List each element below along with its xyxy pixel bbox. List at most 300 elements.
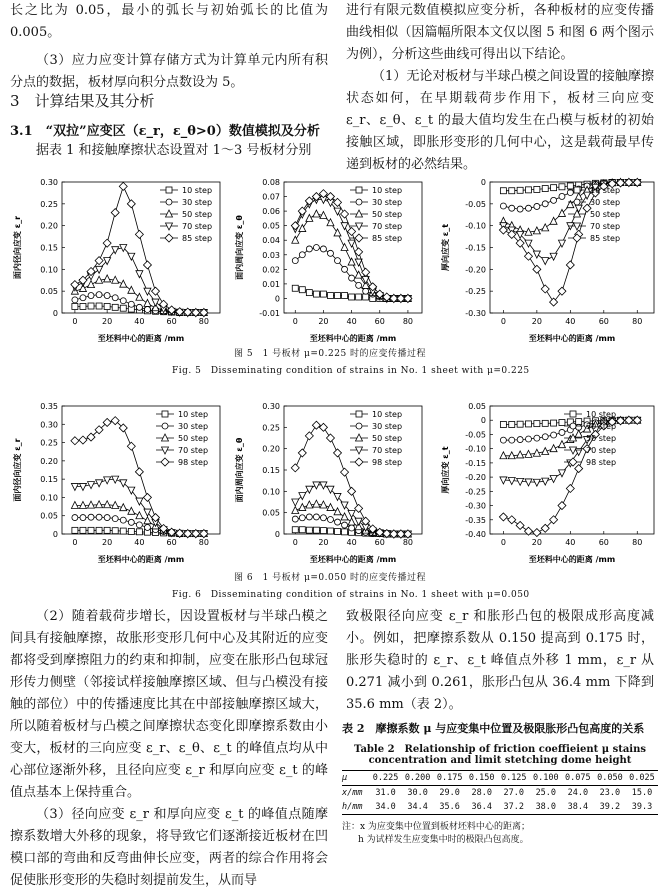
- square-marker: [136, 529, 142, 535]
- square-marker: [128, 528, 134, 534]
- x-tick-label: 40: [346, 317, 357, 326]
- table-cell: 35.6: [439, 802, 460, 812]
- diamond-marker: [95, 257, 103, 265]
- triangle-up-marker: [166, 210, 173, 217]
- triangle-up-marker: [136, 512, 143, 519]
- triangle-up-marker: [341, 244, 348, 251]
- diamond-marker: [298, 207, 306, 215]
- table-2: [342, 720, 658, 845]
- diamond-marker: [161, 458, 169, 466]
- circle-marker: [327, 516, 333, 522]
- square-marker: [525, 421, 531, 427]
- x-tick-label: 40: [134, 538, 145, 547]
- x-tick-label: 80: [402, 317, 414, 326]
- y-tick-label: 0.25: [40, 199, 58, 209]
- legend-label: 70 step: [178, 446, 209, 455]
- x-tick-label: 0: [72, 538, 78, 547]
- square-marker: [542, 420, 548, 426]
- square-marker: [292, 285, 298, 291]
- square-marker: [166, 187, 172, 193]
- circle-marker: [96, 292, 102, 298]
- row-head: x/mm: [342, 788, 363, 798]
- subsection-paragraph: 据表 1 和接触摩擦状态设置对 1～3 号板材分别: [36, 143, 312, 158]
- circle-marker: [88, 293, 94, 299]
- table-cell: 30.0: [407, 788, 428, 798]
- triangle-down-marker: [320, 482, 327, 489]
- square-marker: [335, 293, 341, 299]
- diamond-marker: [355, 234, 363, 242]
- x-tick-label: 80: [198, 538, 209, 547]
- diamond-marker: [566, 484, 574, 492]
- circle-marker: [112, 516, 118, 522]
- triangle-down-marker: [533, 479, 540, 486]
- y-tick-label: 0.05: [40, 287, 58, 297]
- legend-label: 30 step: [372, 422, 403, 431]
- diamond-marker: [341, 210, 349, 218]
- y-tick-label: 0.06: [262, 207, 280, 217]
- square-marker: [534, 186, 540, 192]
- table-title-cn: 表 2 摩擦系数 μ 与应变集中位置及极限胀形凸包高度的关系: [342, 722, 645, 735]
- triangle-up-marker: [144, 299, 151, 306]
- y-tick-label: -0.35: [465, 515, 486, 525]
- square-marker: [349, 294, 355, 300]
- square-marker: [356, 187, 362, 193]
- triangle-down-marker: [341, 223, 348, 230]
- square-marker: [525, 187, 531, 193]
- table-row: [342, 786, 658, 801]
- x-tick-label: 60: [374, 538, 385, 547]
- fig6-hoop-strain-chart: [222, 396, 432, 568]
- triangle-up-marker: [120, 280, 127, 287]
- diamond-marker: [135, 468, 143, 476]
- table-cell: 31.0: [375, 788, 396, 798]
- triangle-up-marker: [355, 271, 362, 278]
- x-axis-label: 至坯料中心的距离 /mm: [309, 334, 397, 343]
- y-axis-label: 厚向应变 ε_t: [441, 446, 450, 494]
- y-axis-label: 面内周向应变 ε_θ: [235, 215, 244, 280]
- triangle-up-marker: [500, 452, 507, 459]
- triangle-up-marker: [79, 501, 86, 508]
- y-tick-label: -0.20: [465, 473, 486, 483]
- triangle-up-marker: [104, 275, 111, 282]
- square-marker: [363, 294, 369, 300]
- x-tick-label: 0: [72, 317, 78, 326]
- diamond-marker: [135, 230, 143, 238]
- x-tick-label: 80: [632, 538, 643, 547]
- circle-marker: [144, 524, 150, 530]
- legend-label: 30 step: [182, 198, 213, 207]
- circle-marker: [120, 517, 126, 523]
- diamond-marker: [541, 285, 549, 293]
- circle-marker: [88, 514, 94, 520]
- y-tick-label: 0.35: [40, 402, 58, 411]
- y-tick-label: 0.04: [262, 236, 280, 246]
- left-top-text: [10, 0, 328, 94]
- square-marker: [551, 185, 557, 191]
- x-axis-label: 至坯料中心的距离 /mm: [309, 555, 397, 564]
- triangle-up-marker: [558, 441, 565, 448]
- circle-marker: [525, 205, 531, 211]
- circle-marker: [500, 437, 506, 443]
- square-marker: [299, 287, 305, 293]
- legend-label: 10 step: [372, 186, 403, 195]
- table-cell: 0.200: [404, 773, 431, 783]
- triangle-up-marker: [162, 434, 169, 441]
- triangle-down-marker: [71, 483, 78, 490]
- x-tick-label: 0: [292, 538, 298, 547]
- table-cell: 34.0: [375, 802, 396, 812]
- diamond-marker: [152, 287, 160, 295]
- diamond-marker: [550, 298, 558, 306]
- legend-label: 50 step: [372, 434, 403, 443]
- fig6-caption-en: Fig. 6 Disseminating condition of strains in No. 1 sheet with μ=0.050: [172, 590, 530, 600]
- y-tick-label: 0.20: [40, 221, 58, 231]
- table-cell: 24.0: [567, 788, 589, 798]
- y-tick-label: 0.05: [468, 402, 486, 411]
- fig5-caption-en: Fig. 5 Disseminating condition of strains in No. 1 sheet with μ=0.225: [172, 366, 530, 376]
- circle-marker: [551, 432, 557, 438]
- diamond-marker: [575, 465, 583, 473]
- y-tick-label: -0.30: [465, 501, 486, 511]
- square-marker: [112, 304, 118, 310]
- diamond-marker: [79, 436, 87, 444]
- diamond-marker: [298, 449, 306, 457]
- circle-marker: [349, 525, 355, 531]
- circle-marker: [574, 199, 580, 205]
- diamond-marker: [71, 437, 79, 445]
- x-tick-label: 60: [374, 317, 385, 326]
- diamond-marker: [558, 502, 566, 510]
- y-tick-label: 0.15: [262, 466, 280, 475]
- triangle-up-marker: [96, 501, 103, 508]
- diamond-marker: [71, 281, 79, 289]
- triangle-up-marker: [550, 445, 557, 452]
- y-axis-label: 面内周向应变 ε_θ: [235, 437, 244, 503]
- legend-label: 98 step: [178, 458, 209, 467]
- legend-label: 10 step: [372, 410, 403, 419]
- x-tick-label: 0: [500, 317, 506, 326]
- x-tick-label: 80: [632, 317, 643, 326]
- table-data: [342, 770, 658, 815]
- triangle-down-marker: [120, 480, 127, 487]
- circle-marker: [356, 423, 362, 429]
- triangle-up-marker: [144, 517, 151, 524]
- diamond-marker: [499, 513, 507, 521]
- circle-marker: [112, 295, 118, 301]
- y-tick-label: -0.05: [465, 430, 486, 440]
- triangle-down-marker: [574, 223, 581, 230]
- diamond-marker: [103, 239, 111, 247]
- y-tick-label: 0.25: [40, 438, 58, 448]
- x-tick-label: 40: [565, 538, 576, 547]
- triangle-up-marker: [341, 513, 348, 520]
- triangle-down-marker: [299, 493, 306, 500]
- diamond-marker: [524, 252, 532, 260]
- triangle-up-marker: [104, 501, 111, 508]
- legend-label: 50 step: [590, 210, 621, 219]
- paragraph: （2）随着载荷步增长，因设置板材与半球凸模之间具有接触摩擦，故胀形变形几何中心及其附近的应变都将受到摩擦阻力的约束和抑制，应变在胀形凸包球冠形传力侧壁（邻接试样接触摩擦区域、但与凸模没有接触的部位）中的传播速度比其在中部接触摩擦区域大，所以随着板材与凸模之间摩擦状态变化即摩擦系数由小变大，板材的三向应变 ε_r、ε_θ、ε_t 的峰值点均从中心部位逐渐外移，且径向应变 ε_r 和厚向应变 ε_t 的峰值点基本上保持重合。: [10, 609, 328, 800]
- triangle-up-marker: [334, 508, 341, 515]
- x-tick-label: 80: [402, 538, 414, 547]
- circle-marker: [509, 437, 515, 443]
- x-tick-label: 40: [134, 317, 145, 326]
- triangle-down-marker: [79, 483, 86, 490]
- triangle-down-marker: [166, 223, 173, 230]
- diamond-marker: [165, 234, 173, 242]
- y-tick-label: -0.15: [465, 458, 486, 468]
- square-marker: [88, 303, 94, 309]
- diamond-marker: [566, 261, 574, 269]
- square-marker: [551, 420, 557, 426]
- legend-label: 85 step: [590, 234, 621, 243]
- diamond-marker: [326, 434, 334, 442]
- square-marker: [542, 186, 548, 192]
- square-marker: [104, 303, 110, 309]
- triangle-down-marker: [313, 482, 320, 489]
- triangle-up-marker: [575, 430, 582, 437]
- square-marker: [104, 527, 110, 533]
- legend-label: 50 step: [586, 434, 617, 443]
- paragraph: 长之比为 0.05，最小的弧长与初始弧长的比值为 0.005。: [10, 3, 328, 40]
- square-marker: [313, 291, 319, 297]
- y-tick-label: -0.20: [465, 265, 486, 275]
- circle-marker: [292, 258, 298, 264]
- legend-label: 70 step: [372, 222, 403, 231]
- legend-label: 10 step: [590, 186, 621, 195]
- fig6-caption-cn: 图 6 1 号板材 μ=0.050 时的应变传播过程: [234, 573, 427, 583]
- legend-label: 70 step: [182, 222, 213, 231]
- x-axis-label: 至坯料中心的距离 /mm: [97, 334, 185, 343]
- circle-marker: [80, 295, 86, 301]
- x-tick-label: 20: [318, 317, 329, 326]
- triangle-up-marker: [348, 258, 355, 265]
- diamond-marker: [305, 432, 313, 440]
- legend-label: 70 step: [586, 446, 617, 455]
- x-tick-label: 0: [292, 317, 298, 326]
- x-axis-label: 至坯料中心的距离 /mm: [528, 555, 616, 564]
- circle-marker: [570, 423, 576, 429]
- x-tick-label: 40: [565, 317, 576, 326]
- triangle-up-marker: [128, 507, 135, 514]
- square-marker: [292, 527, 298, 533]
- table-cell: 0.125: [500, 773, 527, 783]
- x-tick-label: 60: [166, 317, 177, 326]
- square-marker: [80, 527, 86, 533]
- table-row: [342, 800, 658, 815]
- y-tick-label: -0.25: [465, 487, 486, 497]
- square-marker: [80, 303, 86, 309]
- y-tick-label: 0.01: [262, 279, 280, 289]
- legend-label: 10 step: [178, 410, 209, 419]
- left-bottom-text: [10, 606, 328, 892]
- legend-label: 70 step: [590, 222, 621, 231]
- square-marker: [335, 528, 341, 534]
- paragraph: （3）应力应变计算存储方式为计算单元内所有积分点的数据，板材厚向积分点数设为 5。: [10, 53, 328, 90]
- circle-marker: [104, 293, 110, 299]
- table-cell: 39.2: [599, 802, 621, 812]
- square-marker: [500, 421, 506, 427]
- square-marker: [96, 303, 102, 309]
- square-marker: [567, 183, 573, 189]
- diamond-marker: [127, 442, 135, 450]
- fig6-thickness-strain-chart: [428, 396, 664, 568]
- triangle-down-marker: [162, 447, 169, 454]
- circle-marker: [80, 515, 86, 521]
- square-marker: [356, 411, 362, 417]
- table-note-1: 注：x 为应变集中位置到板材坯料中心的距离；: [342, 822, 530, 832]
- circle-marker: [342, 266, 348, 272]
- square-marker: [313, 527, 319, 533]
- y-tick-label: 0.30: [40, 178, 58, 187]
- y-tick-label: -0.10: [465, 221, 486, 231]
- y-tick-label: 0: [52, 530, 58, 539]
- y-tick-label: 0.30: [262, 402, 280, 411]
- circle-marker: [136, 304, 142, 310]
- square-marker: [72, 303, 78, 309]
- table-cell: 29.0: [439, 788, 460, 798]
- circle-marker: [517, 206, 523, 212]
- triangle-down-marker: [356, 447, 363, 454]
- square-marker: [574, 187, 580, 193]
- y-tick-label: 0.08: [262, 178, 280, 187]
- table-title-en-1: Table 2 Relationship of friction coeffieient μ stains: [353, 744, 647, 755]
- circle-marker: [306, 514, 312, 520]
- circle-marker: [136, 522, 142, 528]
- legend-label: 50 step: [372, 210, 403, 219]
- circle-marker: [128, 519, 134, 525]
- table-cell: 0.150: [468, 773, 495, 783]
- diamond-marker: [348, 487, 356, 495]
- diamond-marker: [334, 449, 342, 457]
- square-marker: [88, 527, 94, 533]
- circle-marker: [500, 203, 506, 209]
- table-cell: 34.4: [407, 802, 428, 812]
- square-marker: [559, 184, 565, 190]
- table-title-en-2: concentration and limit stetching dome height: [368, 755, 632, 766]
- x-tick-label: 20: [531, 317, 542, 326]
- y-tick-label: 0.03: [262, 250, 280, 260]
- fig5-thickness-strain-chart: [428, 172, 664, 347]
- circle-marker: [306, 246, 312, 252]
- table-cell: 37.2: [503, 802, 524, 812]
- circle-marker: [356, 199, 362, 205]
- triangle-down-marker: [348, 240, 355, 247]
- table-cell: 0.175: [436, 773, 463, 783]
- y-tick-label: 0.25: [262, 423, 280, 433]
- table-cell: 0.225: [372, 773, 399, 783]
- triangle-down-marker: [96, 266, 103, 273]
- table-cell: 28.0: [471, 788, 492, 798]
- triangle-down-marker: [570, 447, 577, 454]
- y-tick-label: 0.20: [262, 444, 280, 454]
- triangle-down-marker: [334, 208, 341, 215]
- y-tick-label: 0: [480, 416, 486, 426]
- y-axis-label: 面内径向应变 ε_r: [13, 215, 22, 280]
- diamond-marker: [111, 209, 119, 217]
- triangle-down-marker: [558, 240, 565, 247]
- diamond-marker: [355, 458, 363, 466]
- circle-marker: [320, 246, 326, 252]
- diamond-marker: [305, 197, 313, 205]
- y-axis-label: 面内径向应变 ε_r: [13, 438, 22, 502]
- table-cell: 27.0: [503, 788, 524, 798]
- paragraph: （3）径向应变 ε_r 和厚向应变 ε_t 的峰值点随摩擦系数增大外移的现象，将导致它们逐渐接近板材在凹模口部的弯曲和反弯曲伸长应变，两者的综合作用将会促使胀形变形的失稳时刻提前发生，从而导: [10, 807, 328, 888]
- right-top-text: [346, 0, 654, 176]
- triangle-down-marker: [533, 251, 540, 258]
- square-marker: [327, 293, 333, 299]
- circle-marker: [559, 193, 565, 199]
- y-tick-label: -0.15: [465, 243, 486, 253]
- diamond-marker: [291, 464, 299, 472]
- triangle-up-marker: [356, 434, 363, 441]
- table-note-2: h 为试样发生应变集中时的极限凸包高度。: [358, 835, 529, 845]
- legend-label: 30 step: [372, 198, 403, 207]
- table-cell: 23.0: [599, 788, 621, 798]
- circle-marker: [104, 515, 110, 521]
- triangle-up-marker: [313, 500, 320, 507]
- y-tick-label: 0.20: [40, 456, 58, 466]
- fig5-radial-strain-chart: [0, 172, 230, 347]
- circle-marker: [542, 201, 548, 207]
- square-marker: [320, 291, 326, 297]
- x-tick-label: 20: [102, 317, 113, 326]
- triangle-up-marker: [136, 293, 143, 300]
- paragraph: 进行有限元数值模拟应变分析，各种板材的应变传播曲线相似（因篇幅所限本文仅以图 5 和图 6 两个图示为例），分析这些曲线可得出以下结论。: [346, 3, 654, 62]
- triangle-up-marker: [550, 217, 557, 224]
- circle-marker: [335, 258, 341, 264]
- y-tick-label: 0.15: [40, 243, 58, 253]
- y-axis-label: 厚向应变 ε_t: [441, 223, 450, 272]
- square-marker: [559, 419, 565, 425]
- table-cell: 25.0: [535, 788, 557, 798]
- square-marker: [72, 527, 78, 533]
- diamond-marker: [348, 227, 356, 235]
- circle-marker: [342, 522, 348, 528]
- square-marker: [112, 528, 118, 534]
- table-cell: 0.100: [533, 773, 559, 783]
- square-marker: [320, 528, 326, 534]
- square-marker: [517, 187, 523, 193]
- circle-marker: [335, 519, 341, 525]
- circle-marker: [320, 515, 326, 521]
- y-tick-label: -0.01: [259, 309, 280, 318]
- table-cell: 36.4: [471, 802, 492, 812]
- diamond-marker: [516, 521, 524, 529]
- square-marker: [306, 527, 312, 533]
- y-tick-label: 0.30: [40, 420, 58, 430]
- diamond-marker: [362, 268, 370, 276]
- x-tick-label: 20: [318, 538, 329, 547]
- circle-marker: [534, 203, 540, 209]
- y-tick-label: 0.07: [262, 192, 280, 202]
- y-tick-label: 0: [52, 309, 58, 318]
- section-title: 3 计算结果及其分析: [10, 92, 155, 110]
- circle-marker: [313, 245, 319, 251]
- circle-marker: [327, 250, 333, 256]
- y-tick-label: 0.10: [262, 487, 280, 497]
- diamond-marker: [143, 261, 151, 269]
- circle-marker: [166, 199, 172, 205]
- legend-label: 30 step: [590, 198, 621, 207]
- triangle-down-marker: [550, 253, 557, 260]
- x-tick-label: 60: [166, 538, 177, 547]
- x-tick-label: 40: [346, 538, 357, 547]
- circle-marker: [72, 297, 78, 303]
- triangle-up-marker: [542, 224, 549, 231]
- x-tick-label: 60: [598, 538, 609, 547]
- diamond-marker: [312, 421, 320, 429]
- square-marker: [306, 290, 312, 296]
